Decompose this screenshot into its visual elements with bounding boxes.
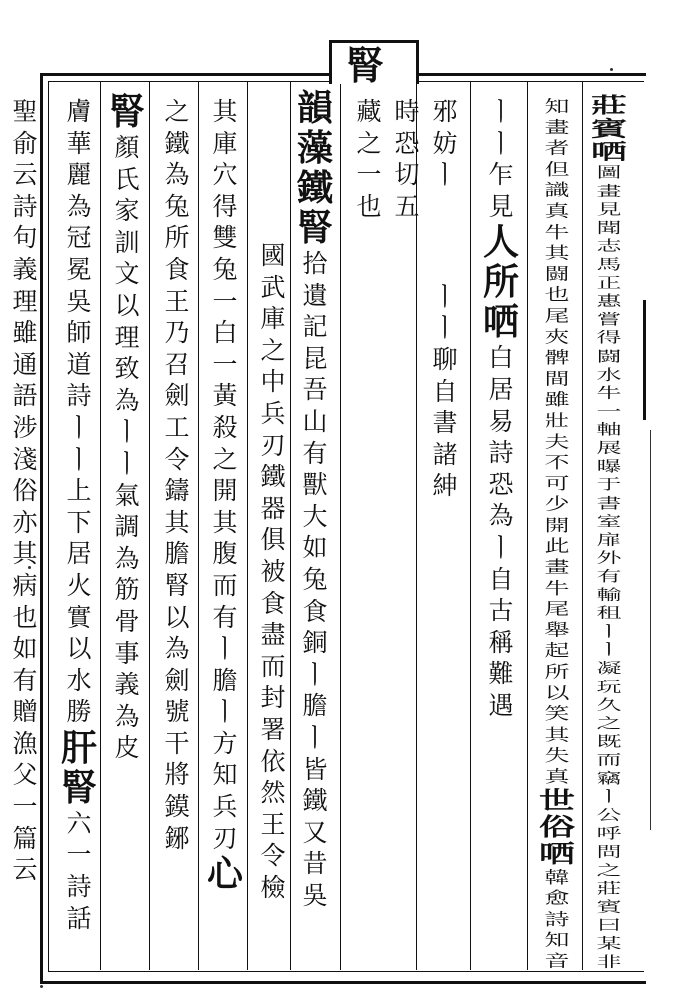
entry-text: 其 庫 穴 得 雙 兔 一 白 一 黃 殺 之 開 其 腹 而 有 ㅣ 膽 ㅣ 方 知 兵 刃 bbox=[212, 97, 238, 853]
entry-heading: 人 所 哂 bbox=[482, 221, 519, 344]
entry-text: 國 武 庫 之 中 兵 刃 鐵 器 俱 被 食 盡 而 封 署 依 然 王 令 檢 bbox=[260, 241, 286, 902]
entry-text: 圖 畫 見 聞 志 馬 正 惠 嘗 得 闘 水 牛 一 軸 展 曝 于 書 室 扉 外 有 輸 租 ㅣ ㅣ 凝 玩 久 之 既 而 竊 ㅣ 公 呼 問 之 莊 賓 曰 某 非 bbox=[596, 164, 622, 971]
ink-speck bbox=[610, 68, 613, 71]
entry-text: 韓 愈 詩 知 音 bbox=[544, 867, 570, 971]
entry-heading: 肝 腎 bbox=[60, 726, 97, 809]
entry-heading: 莊 賓 哂 bbox=[590, 93, 627, 165]
entry-text: 知 畫 者 但 識 真 牛 其 闘 也 尾 夾 髀 間 雖 壯 夫 不 可 少 開 此 畫 牛 尾 舉 起 所 以 笑 其 失 真 bbox=[544, 96, 570, 787]
column-rule bbox=[582, 81, 583, 970]
column-rule bbox=[340, 81, 341, 970]
entry-text: ㅣ ㅣ 乍 見 bbox=[488, 97, 514, 221]
entry-text: 聖 俞 云 詩 句 義 理 雖 通 語 涉 淺 俗 亦 其 病 也 如 有 贈 漁 父 一 篇 云 bbox=[12, 97, 38, 885]
text-column bbox=[534, 96, 580, 972]
entry-heading: 心 bbox=[206, 853, 243, 896]
entry-text: 白 居 易 詩 恐 為 ㅣ bbox=[488, 343, 514, 562]
text-column bbox=[586, 94, 632, 971]
text-column bbox=[478, 96, 524, 722]
entry-heading: 世 俗 哂 bbox=[538, 786, 575, 868]
entry-text: 詩 話 bbox=[66, 872, 92, 933]
entry-text: 時 恐 切 五 bbox=[394, 97, 420, 221]
entry-heading: 韻 藻 鐵 腎 bbox=[296, 87, 333, 249]
entry-text: 邪 妨 ㅣ bbox=[432, 97, 458, 190]
text-column bbox=[56, 96, 102, 934]
text-column bbox=[154, 96, 200, 854]
column-rule bbox=[470, 81, 471, 970]
right-edge-mark bbox=[643, 300, 656, 420]
entry-text: 六 一 bbox=[66, 808, 92, 870]
entry-text: 顏 氏 家 訓 文 以 理 致 為 ㅣ ㅣ 氣 調 為 筋 骨 事 義 為 皮 bbox=[114, 133, 140, 763]
entry-text: 拾 遺 記 昆 吾 山 有 獸 大 如 兔 食 銅 ㅣ 膽 ㅣ 皆 鐵 又 昔 吳 bbox=[302, 249, 328, 910]
entry-text: ㅣ ㅣ 聊 自 書 諸 紳 bbox=[432, 281, 458, 501]
ink-speck bbox=[40, 985, 43, 988]
entry-text: 之 鐵 為 兔 所 食 王 乃 召 劍 工 令 鑄 其 膽 腎 以 為 劍 號 干 將 鏌 鋣 bbox=[164, 97, 190, 853]
text-column bbox=[2, 96, 48, 886]
text-column bbox=[250, 240, 296, 903]
text-column bbox=[104, 92, 150, 764]
right-margin-line bbox=[650, 430, 679, 830]
text-column bbox=[346, 96, 392, 222]
entry-heading: 腎 bbox=[108, 91, 145, 133]
fold-title: 腎 bbox=[346, 43, 385, 88]
entry-text: 膚 華 麗 為 冠 冕 吳 師 道 詩 ㅣ ㅣ 上 下 居 火 實 以 水 勝 bbox=[66, 97, 92, 727]
entry-text: 自 古 稱 難 遇 bbox=[488, 564, 514, 720]
text-column bbox=[292, 88, 338, 911]
entry-text: 藏 之 一 也 bbox=[356, 97, 382, 221]
column-rule bbox=[527, 81, 528, 970]
text-column bbox=[202, 96, 248, 894]
text-column bbox=[0, 96, 2, 886]
